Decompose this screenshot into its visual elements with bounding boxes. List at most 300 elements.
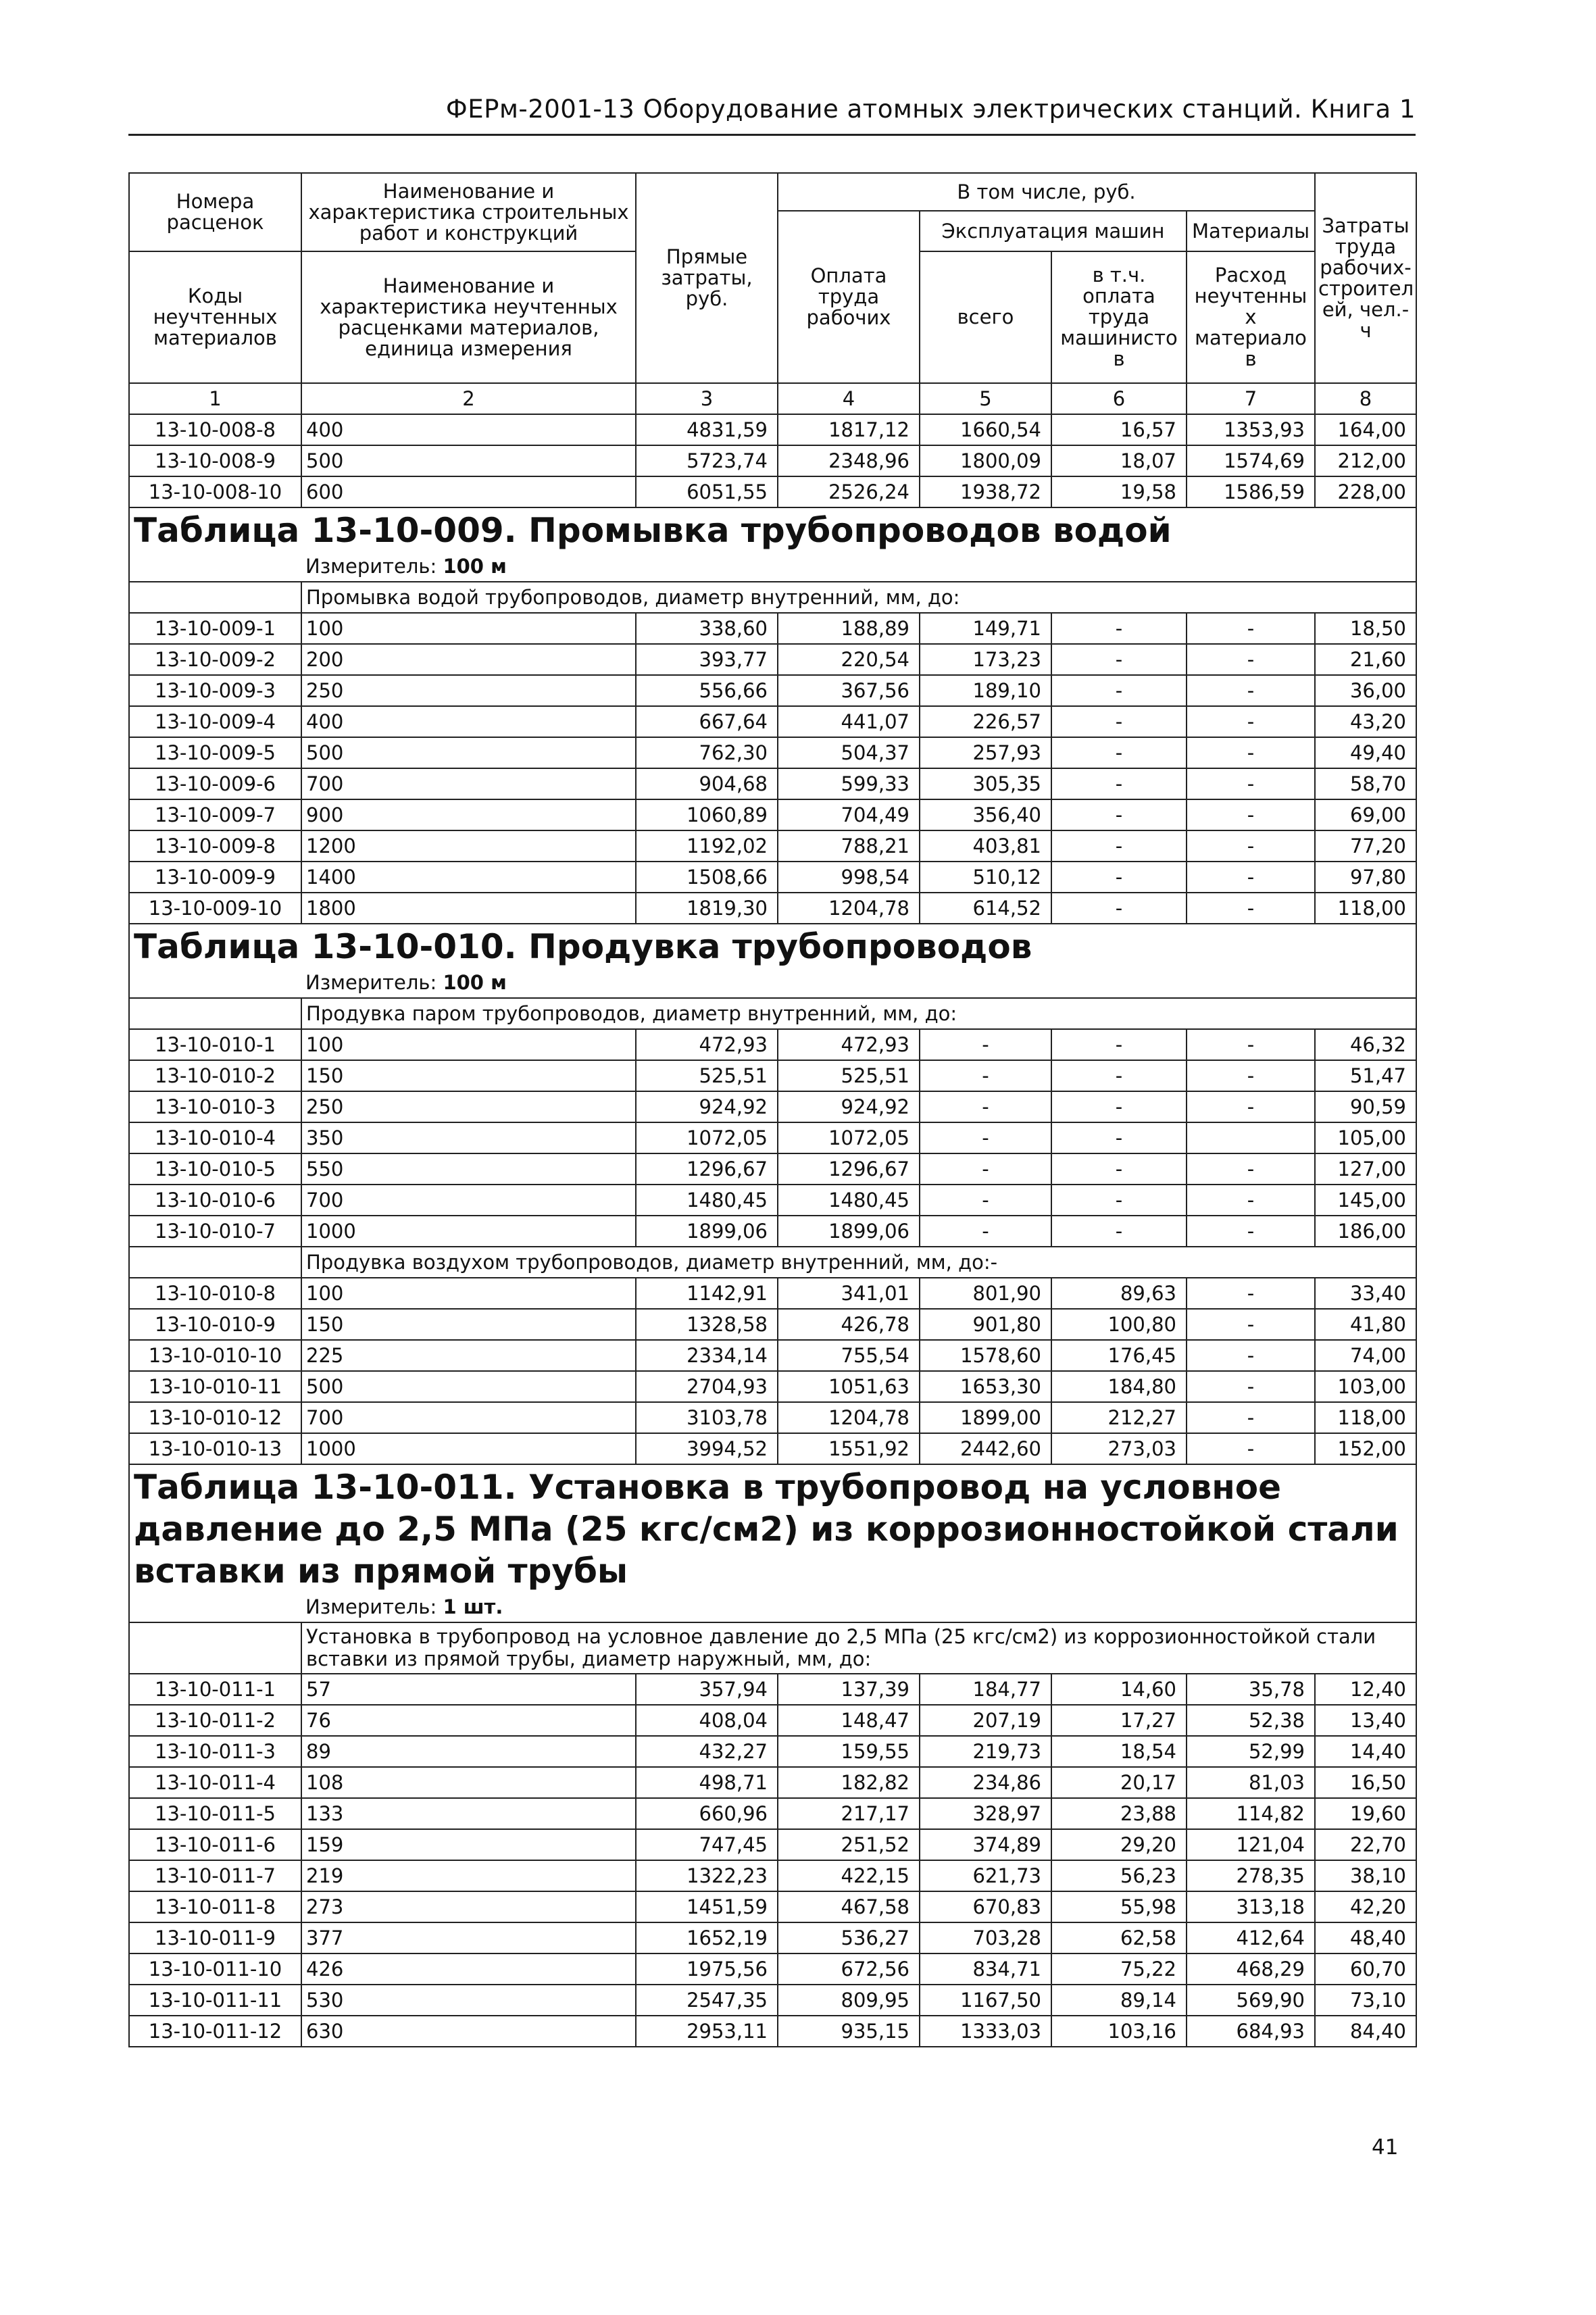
labor-hours: 49,40 bbox=[1315, 737, 1416, 768]
machines-total: 173,23 bbox=[920, 644, 1051, 675]
operator-pay: 55,98 bbox=[1051, 1891, 1187, 1922]
worker-pay: 188,89 bbox=[778, 613, 920, 644]
table-row bbox=[129, 1153, 1416, 1185]
header-materials: Материалы bbox=[1187, 211, 1315, 251]
worker-pay: 935,15 bbox=[778, 2016, 920, 2047]
operator-pay: 23,88 bbox=[1051, 1798, 1187, 1829]
operator-pay: - bbox=[1051, 1185, 1187, 1216]
material-usage: - bbox=[1187, 1216, 1315, 1247]
material-usage: 1586,59 bbox=[1187, 476, 1315, 507]
rate-code: 13-10-010-5 bbox=[129, 1153, 301, 1185]
table-row bbox=[129, 1091, 1416, 1122]
machines-total: 1578,60 bbox=[920, 1340, 1051, 1371]
table-row bbox=[129, 1278, 1416, 1309]
operator-pay: 18,54 bbox=[1051, 1736, 1187, 1767]
rate-code: 13-10-011-5 bbox=[129, 1798, 301, 1829]
operator-pay: - bbox=[1051, 613, 1187, 644]
rate-code: 13-10-011-10 bbox=[129, 1953, 301, 1985]
table-row bbox=[129, 893, 1416, 924]
labor-hours: 127,00 bbox=[1315, 1153, 1416, 1185]
machines-total: 2442,60 bbox=[920, 1433, 1051, 1464]
table-row bbox=[129, 1705, 1416, 1736]
rate-code: 13-10-009-9 bbox=[129, 862, 301, 893]
machines-total: 1653,30 bbox=[920, 1371, 1051, 1402]
direct-cost: 498,71 bbox=[636, 1767, 778, 1798]
rate-code: 13-10-010-4 bbox=[129, 1122, 301, 1153]
header-labor-costs: Затраты труда рабочих-строител ей, чел.-ч bbox=[1315, 173, 1416, 383]
worker-pay: 2348,96 bbox=[778, 445, 920, 476]
diameter: 550 bbox=[301, 1153, 636, 1185]
operator-pay: 29,20 bbox=[1051, 1829, 1187, 1860]
table-009-title bbox=[129, 507, 1416, 551]
measure-cell bbox=[301, 968, 1416, 998]
material-usage: 684,93 bbox=[1187, 2016, 1315, 2047]
diameter: 500 bbox=[301, 737, 636, 768]
material-usage: 52,38 bbox=[1187, 1705, 1315, 1736]
rate-code: 13-10-010-12 bbox=[129, 1402, 301, 1433]
worker-pay: 599,33 bbox=[778, 768, 920, 799]
table-row bbox=[129, 2016, 1416, 2047]
worker-pay: 1204,78 bbox=[778, 1402, 920, 1433]
material-usage: - bbox=[1187, 1029, 1315, 1060]
description-spacer bbox=[129, 1622, 301, 1674]
direct-cost: 556,66 bbox=[636, 675, 778, 706]
table-row bbox=[129, 1829, 1416, 1860]
labor-hours: 19,60 bbox=[1315, 1798, 1416, 1829]
machines-total: 226,57 bbox=[920, 706, 1051, 737]
rate-code: 13-10-009-1 bbox=[129, 613, 301, 644]
labor-hours: 152,00 bbox=[1315, 1433, 1416, 1464]
worker-pay: 788,21 bbox=[778, 830, 920, 862]
worker-pay: 1072,05 bbox=[778, 1122, 920, 1153]
table-row bbox=[129, 1798, 1416, 1829]
rate-code: 13-10-011-3 bbox=[129, 1736, 301, 1767]
direct-cost: 525,51 bbox=[636, 1060, 778, 1091]
direct-cost: 3103,78 bbox=[636, 1402, 778, 1433]
diameter: 500 bbox=[301, 1371, 636, 1402]
header-direct-costs: Прямые затраты, руб. bbox=[636, 173, 778, 383]
labor-hours: 36,00 bbox=[1315, 675, 1416, 706]
section-title: Таблица 13-10-011. Установка в трубопровод на условное давление до 2,5 МПа (25 кгс/см2) из коррозионностойкой стали вставки из прямой трубы bbox=[129, 1464, 1416, 1592]
description-text: Промывка водой трубопроводов, диаметр внутренний, мм, до: bbox=[301, 582, 1416, 613]
table-row bbox=[129, 445, 1416, 476]
table-row bbox=[129, 1309, 1416, 1340]
material-usage: 52,99 bbox=[1187, 1736, 1315, 1767]
machines-total: 184,77 bbox=[920, 1674, 1051, 1705]
measure-cell bbox=[301, 551, 1416, 582]
header-material-name: Наименование и характеристика неучтенных расценками материалов, единица измерения bbox=[301, 251, 636, 383]
table-row bbox=[129, 1122, 1416, 1153]
description-spacer bbox=[129, 998, 301, 1029]
direct-cost: 357,94 bbox=[636, 1674, 778, 1705]
material-usage: 412,64 bbox=[1187, 1922, 1315, 1953]
table-010-title bbox=[129, 924, 1416, 968]
description-row bbox=[129, 1247, 1416, 1278]
operator-pay: 16,57 bbox=[1051, 414, 1187, 445]
table-row bbox=[129, 1953, 1416, 1985]
direct-cost: 408,04 bbox=[636, 1705, 778, 1736]
rate-code: 13-10-009-8 bbox=[129, 830, 301, 862]
machines-total: 403,81 bbox=[920, 830, 1051, 862]
machines-total: 901,80 bbox=[920, 1309, 1051, 1340]
labor-hours: 38,10 bbox=[1315, 1860, 1416, 1891]
table-row bbox=[129, 706, 1416, 737]
column-numbers-row bbox=[129, 383, 1416, 414]
machines-total: 834,71 bbox=[920, 1953, 1051, 1985]
table-row bbox=[129, 1340, 1416, 1371]
table-row bbox=[129, 675, 1416, 706]
labor-hours: 41,80 bbox=[1315, 1309, 1416, 1340]
diameter: 57 bbox=[301, 1674, 636, 1705]
rate-code: 13-10-009-5 bbox=[129, 737, 301, 768]
machines-total: 1800,09 bbox=[920, 445, 1051, 476]
operator-pay: - bbox=[1051, 1029, 1187, 1060]
direct-cost: 6051,55 bbox=[636, 476, 778, 507]
operator-pay: - bbox=[1051, 799, 1187, 830]
direct-cost: 1508,66 bbox=[636, 862, 778, 893]
material-usage: - bbox=[1187, 737, 1315, 768]
header-work-name: Наименование и характеристика строительных работ и конструкций bbox=[301, 173, 636, 251]
rate-code: 13-10-010-11 bbox=[129, 1371, 301, 1402]
diameter: 250 bbox=[301, 675, 636, 706]
operator-pay: - bbox=[1051, 675, 1187, 706]
description-row bbox=[129, 582, 1416, 613]
material-usage: - bbox=[1187, 613, 1315, 644]
worker-pay: 998,54 bbox=[778, 862, 920, 893]
material-usage: - bbox=[1187, 830, 1315, 862]
material-usage: - bbox=[1187, 1433, 1315, 1464]
diameter: 600 bbox=[301, 476, 636, 507]
material-usage: 313,18 bbox=[1187, 1891, 1315, 1922]
machines-total: - bbox=[920, 1185, 1051, 1216]
worker-pay: 182,82 bbox=[778, 1767, 920, 1798]
machines-total: 207,19 bbox=[920, 1705, 1051, 1736]
diameter: 630 bbox=[301, 2016, 636, 2047]
operator-pay: - bbox=[1051, 737, 1187, 768]
measure-spacer bbox=[129, 968, 301, 998]
table-row bbox=[129, 1985, 1416, 2016]
rate-code: 13-10-009-7 bbox=[129, 799, 301, 830]
labor-hours: 21,60 bbox=[1315, 644, 1416, 675]
rate-code: 13-10-010-10 bbox=[129, 1340, 301, 1371]
description-spacer bbox=[129, 1247, 301, 1278]
worker-pay: 924,92 bbox=[778, 1091, 920, 1122]
table-row bbox=[129, 476, 1416, 507]
column-number: 5 bbox=[920, 383, 1051, 414]
diameter: 530 bbox=[301, 1985, 636, 2016]
direct-cost: 1480,45 bbox=[636, 1185, 778, 1216]
diameter: 1000 bbox=[301, 1216, 636, 1247]
labor-hours: 118,00 bbox=[1315, 1402, 1416, 1433]
material-usage: - bbox=[1187, 1309, 1315, 1340]
rate-code: 13-10-010-2 bbox=[129, 1060, 301, 1091]
rate-code: 13-10-010-1 bbox=[129, 1029, 301, 1060]
header-including: В том числе, руб. bbox=[778, 173, 1315, 211]
column-number: 3 bbox=[636, 383, 778, 414]
diameter: 700 bbox=[301, 1402, 636, 1433]
measure-spacer bbox=[129, 551, 301, 582]
direct-cost: 393,77 bbox=[636, 644, 778, 675]
diameter: 1200 bbox=[301, 830, 636, 862]
direct-cost: 1192,02 bbox=[636, 830, 778, 862]
rate-code: 13-10-008-8 bbox=[129, 414, 301, 445]
material-usage: - bbox=[1187, 1402, 1315, 1433]
diameter: 1000 bbox=[301, 1433, 636, 1464]
direct-cost: 1072,05 bbox=[636, 1122, 778, 1153]
material-usage: 278,35 bbox=[1187, 1860, 1315, 1891]
diameter: 1400 bbox=[301, 862, 636, 893]
operator-pay: - bbox=[1051, 706, 1187, 737]
machines-total: 219,73 bbox=[920, 1736, 1051, 1767]
machines-total: 1938,72 bbox=[920, 476, 1051, 507]
rate-code: 13-10-011-7 bbox=[129, 1860, 301, 1891]
operator-pay: 89,63 bbox=[1051, 1278, 1187, 1309]
rate-code: 13-10-011-8 bbox=[129, 1891, 301, 1922]
diameter: 400 bbox=[301, 706, 636, 737]
rate-code: 13-10-010-6 bbox=[129, 1185, 301, 1216]
direct-cost: 762,30 bbox=[636, 737, 778, 768]
labor-hours: 145,00 bbox=[1315, 1185, 1416, 1216]
rate-code: 13-10-011-4 bbox=[129, 1767, 301, 1798]
diameter: 500 bbox=[301, 445, 636, 476]
header-worker-pay: Оплата труда рабочих bbox=[778, 211, 920, 383]
diameter: 89 bbox=[301, 1736, 636, 1767]
table-row bbox=[129, 613, 1416, 644]
labor-hours: 33,40 bbox=[1315, 1278, 1416, 1309]
header-material-usage: Расход неучтенны х материало в bbox=[1187, 251, 1315, 383]
worker-pay: 137,39 bbox=[778, 1674, 920, 1705]
diameter: 700 bbox=[301, 1185, 636, 1216]
direct-cost: 1060,89 bbox=[636, 799, 778, 830]
description-row bbox=[129, 1622, 1416, 1674]
header-rule bbox=[128, 134, 1416, 136]
worker-pay: 220,54 bbox=[778, 644, 920, 675]
direct-cost: 1975,56 bbox=[636, 1953, 778, 1985]
worker-pay: 504,37 bbox=[778, 737, 920, 768]
worker-pay: 472,93 bbox=[778, 1029, 920, 1060]
material-usage: - bbox=[1187, 1091, 1315, 1122]
rate-code: 13-10-009-6 bbox=[129, 768, 301, 799]
machines-total: 189,10 bbox=[920, 675, 1051, 706]
labor-hours: 228,00 bbox=[1315, 476, 1416, 507]
section-title: Таблица 13-10-009. Промывка трубопроводов водой bbox=[129, 507, 1416, 551]
worker-pay: 755,54 bbox=[778, 1340, 920, 1371]
column-number: 6 bbox=[1051, 383, 1187, 414]
rate-code: 13-10-009-4 bbox=[129, 706, 301, 737]
direct-cost: 3994,52 bbox=[636, 1433, 778, 1464]
worker-pay: 467,58 bbox=[778, 1891, 920, 1922]
labor-hours: 103,00 bbox=[1315, 1371, 1416, 1402]
machines-total: 356,40 bbox=[920, 799, 1051, 830]
diameter: 400 bbox=[301, 414, 636, 445]
table-row bbox=[129, 1060, 1416, 1091]
operator-pay: - bbox=[1051, 768, 1187, 799]
header-material-codes: Коды неучтенных материалов bbox=[129, 251, 301, 383]
labor-hours: 51,47 bbox=[1315, 1060, 1416, 1091]
material-usage: - bbox=[1187, 1371, 1315, 1402]
direct-cost: 2547,35 bbox=[636, 1985, 778, 2016]
machines-total: 305,35 bbox=[920, 768, 1051, 799]
worker-pay: 1296,67 bbox=[778, 1153, 920, 1185]
table-row bbox=[129, 768, 1416, 799]
labor-hours: 43,20 bbox=[1315, 706, 1416, 737]
rate-code: 13-10-011-9 bbox=[129, 1922, 301, 1953]
rates-table bbox=[128, 172, 1417, 2047]
worker-pay: 251,52 bbox=[778, 1829, 920, 1860]
material-usage: 468,29 bbox=[1187, 1953, 1315, 1985]
table-row bbox=[129, 862, 1416, 893]
diameter: 225 bbox=[301, 1340, 636, 1371]
labor-hours: 58,70 bbox=[1315, 768, 1416, 799]
measure-row bbox=[129, 1592, 1416, 1622]
material-usage: - bbox=[1187, 644, 1315, 675]
labor-hours: 48,40 bbox=[1315, 1922, 1416, 1953]
rate-code: 13-10-011-11 bbox=[129, 1985, 301, 2016]
material-usage: 121,04 bbox=[1187, 1829, 1315, 1860]
direct-cost: 432,27 bbox=[636, 1736, 778, 1767]
operator-pay: 212,27 bbox=[1051, 1402, 1187, 1433]
measure-label: Измеритель: bbox=[305, 555, 437, 578]
worker-pay: 422,15 bbox=[778, 1860, 920, 1891]
measure-row bbox=[129, 968, 1416, 998]
rate-code: 13-10-011-1 bbox=[129, 1674, 301, 1705]
rate-code: 13-10-010-13 bbox=[129, 1433, 301, 1464]
diameter: 108 bbox=[301, 1767, 636, 1798]
machines-total: 149,71 bbox=[920, 613, 1051, 644]
diameter: 900 bbox=[301, 799, 636, 830]
section-title: Таблица 13-10-010. Продувка трубопроводов bbox=[129, 924, 1416, 968]
operator-pay: - bbox=[1051, 862, 1187, 893]
worker-pay: 1551,92 bbox=[778, 1433, 920, 1464]
machines-total: - bbox=[920, 1029, 1051, 1060]
worker-pay: 525,51 bbox=[778, 1060, 920, 1091]
worker-pay: 1899,06 bbox=[778, 1216, 920, 1247]
machines-total: 510,12 bbox=[920, 862, 1051, 893]
page-header: ФЕРм-2001-13 Оборудование атомных электрических станций. Книга 1 bbox=[445, 95, 1416, 124]
direct-cost: 1328,58 bbox=[636, 1309, 778, 1340]
diameter: 150 bbox=[301, 1060, 636, 1091]
diameter: 426 bbox=[301, 1953, 636, 1985]
table-row bbox=[129, 830, 1416, 862]
machines-total: - bbox=[920, 1216, 1051, 1247]
machines-total: - bbox=[920, 1122, 1051, 1153]
description-text: Установка в трубопровод на условное давление до 2,5 МПа (25 кгс/см2) из коррозионностойкой стали вставки из прямой трубы, диаметр наружный, мм, до: bbox=[301, 1622, 1416, 1674]
operator-pay: - bbox=[1051, 1060, 1187, 1091]
worker-pay: 367,56 bbox=[778, 675, 920, 706]
rate-code: 13-10-011-12 bbox=[129, 2016, 301, 2047]
worker-pay: 704,49 bbox=[778, 799, 920, 830]
direct-cost: 660,96 bbox=[636, 1798, 778, 1829]
direct-cost: 5723,74 bbox=[636, 445, 778, 476]
table-row bbox=[129, 1216, 1416, 1247]
operator-pay: - bbox=[1051, 1216, 1187, 1247]
measure-label: Измеритель: bbox=[305, 971, 437, 994]
diameter: 350 bbox=[301, 1122, 636, 1153]
measure-value: 100 м bbox=[443, 555, 507, 578]
table-row bbox=[129, 1860, 1416, 1891]
operator-pay: 20,17 bbox=[1051, 1767, 1187, 1798]
machines-total: 257,93 bbox=[920, 737, 1051, 768]
diameter: 219 bbox=[301, 1860, 636, 1891]
diameter: 100 bbox=[301, 1029, 636, 1060]
measure-label: Измеритель: bbox=[305, 1595, 437, 1618]
table-row bbox=[129, 1767, 1416, 1798]
diameter: 700 bbox=[301, 768, 636, 799]
operator-pay: - bbox=[1051, 644, 1187, 675]
direct-cost: 2334,14 bbox=[636, 1340, 778, 1371]
labor-hours: 69,00 bbox=[1315, 799, 1416, 830]
description-text: Продувка паром трубопроводов, диаметр внутренний, мм, до: bbox=[301, 998, 1416, 1029]
material-usage: - bbox=[1187, 1060, 1315, 1091]
description-row bbox=[129, 998, 1416, 1029]
material-usage: - bbox=[1187, 1278, 1315, 1309]
worker-pay: 536,27 bbox=[778, 1922, 920, 1953]
operator-pay: 14,60 bbox=[1051, 1674, 1187, 1705]
table-row bbox=[129, 1674, 1416, 1705]
direct-cost: 904,68 bbox=[636, 768, 778, 799]
direct-cost: 338,60 bbox=[636, 613, 778, 644]
column-number: 8 bbox=[1315, 383, 1416, 414]
labor-hours: 212,00 bbox=[1315, 445, 1416, 476]
table-row bbox=[129, 799, 1416, 830]
table-row bbox=[129, 644, 1416, 675]
rate-code: 13-10-008-9 bbox=[129, 445, 301, 476]
diameter: 250 bbox=[301, 1091, 636, 1122]
material-usage: - bbox=[1187, 1153, 1315, 1185]
table-row bbox=[129, 737, 1416, 768]
column-number: 4 bbox=[778, 383, 920, 414]
rate-code: 13-10-010-7 bbox=[129, 1216, 301, 1247]
machines-total: 703,28 bbox=[920, 1922, 1051, 1953]
labor-hours: 14,40 bbox=[1315, 1736, 1416, 1767]
worker-pay: 1817,12 bbox=[778, 414, 920, 445]
direct-cost: 2953,11 bbox=[636, 2016, 778, 2047]
table-row bbox=[129, 1371, 1416, 1402]
machines-total: 328,97 bbox=[920, 1798, 1051, 1829]
table-row bbox=[129, 1891, 1416, 1922]
material-usage: - bbox=[1187, 862, 1315, 893]
worker-pay: 1480,45 bbox=[778, 1185, 920, 1216]
direct-cost: 1296,67 bbox=[636, 1153, 778, 1185]
worker-pay: 426,78 bbox=[778, 1309, 920, 1340]
diameter: 133 bbox=[301, 1798, 636, 1829]
operator-pay: - bbox=[1051, 1153, 1187, 1185]
machines-total: 1660,54 bbox=[920, 414, 1051, 445]
diameter: 273 bbox=[301, 1891, 636, 1922]
material-usage: 1574,69 bbox=[1187, 445, 1315, 476]
worker-pay: 1204,78 bbox=[778, 893, 920, 924]
direct-cost: 1451,59 bbox=[636, 1891, 778, 1922]
diameter: 1800 bbox=[301, 893, 636, 924]
diameter: 100 bbox=[301, 613, 636, 644]
rate-code: 13-10-011-2 bbox=[129, 1705, 301, 1736]
header-operator-pay: в т.ч. оплата труда машинисто в bbox=[1051, 251, 1187, 383]
diameter: 200 bbox=[301, 644, 636, 675]
worker-pay: 341,01 bbox=[778, 1278, 920, 1309]
material-usage: - bbox=[1187, 1340, 1315, 1371]
material-usage bbox=[1187, 1122, 1315, 1153]
measure-value: 100 м bbox=[443, 971, 507, 994]
table-row bbox=[129, 1029, 1416, 1060]
operator-pay: 17,27 bbox=[1051, 1705, 1187, 1736]
direct-cost: 924,92 bbox=[636, 1091, 778, 1122]
column-number: 2 bbox=[301, 383, 636, 414]
labor-hours: 73,10 bbox=[1315, 1985, 1416, 2016]
labor-hours: 13,40 bbox=[1315, 1705, 1416, 1736]
operator-pay: - bbox=[1051, 1122, 1187, 1153]
table-row bbox=[129, 1922, 1416, 1953]
operator-pay: - bbox=[1051, 893, 1187, 924]
